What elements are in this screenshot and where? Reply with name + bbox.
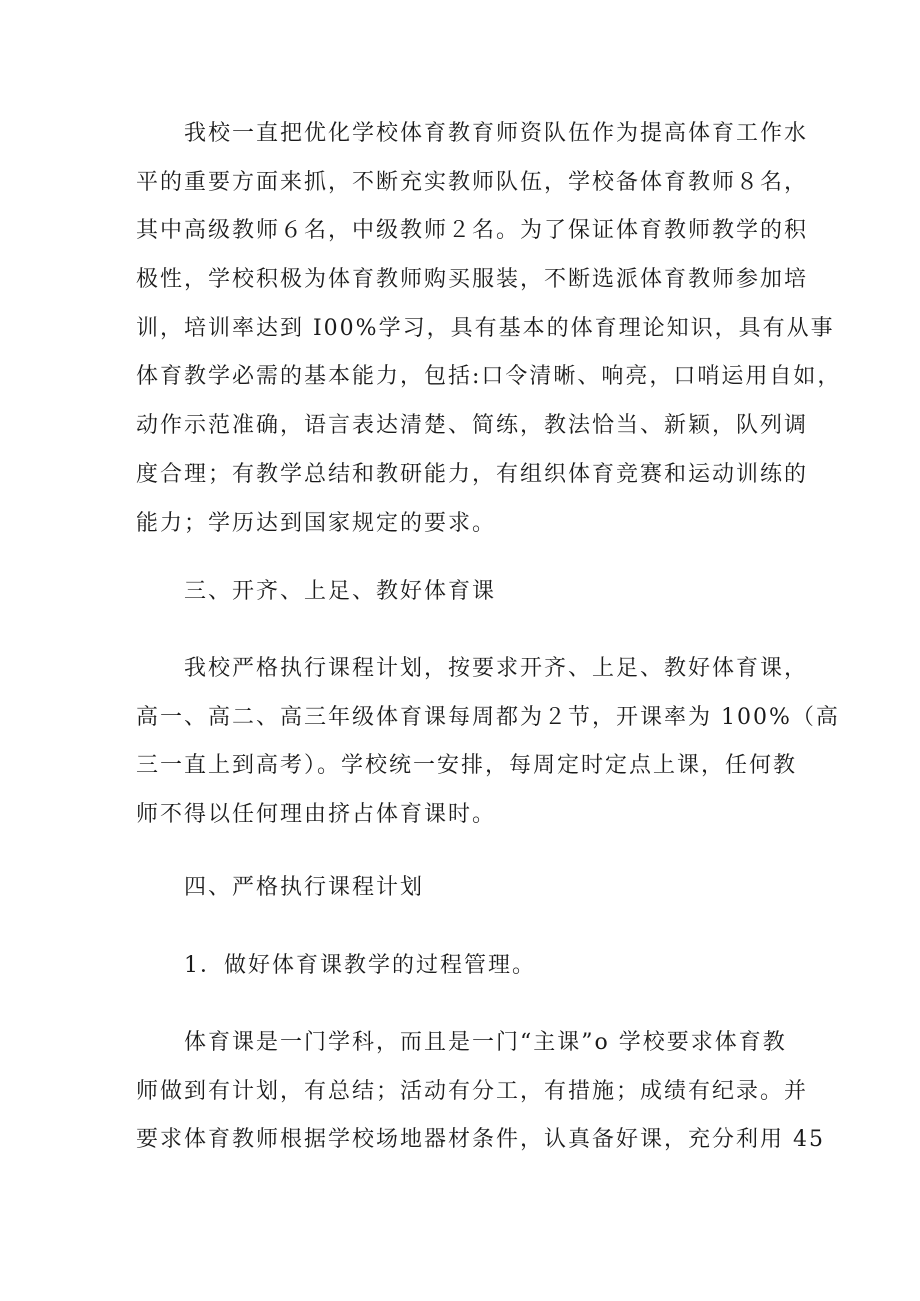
- text-line: 极性，学校积极为体育教师购买服装，不断选派体育教师参加培: [136, 267, 809, 293]
- numbered-item-one: [136, 942, 796, 991]
- heading-text: 四、严格执行课程计划: [184, 875, 425, 900]
- text-line: 度合理；有教学总结和教研能力，有组织体育竞赛和运动训练的: [136, 461, 809, 487]
- text-line: 高一、高二、高三年级体育课每周都为２节，开课率为 100%（高: [136, 704, 840, 730]
- paragraph-teachers: [136, 110, 842, 548]
- item-text: 1．做好体育课教学的过程管理。: [184, 953, 536, 978]
- text-line: 体育课是一门学科，而且是一门“主课”o 学校要求体育教: [184, 1030, 787, 1055]
- text-line: 动作示范准确，语言表达清楚、简练，教法恰当、新颖，队列调: [136, 413, 809, 439]
- text-line: 其中高级教师６名，中级教师２名。为了保证体育教师教学的积: [136, 218, 809, 244]
- text-line: 师不得以任何理由挤占体育课时。: [136, 802, 497, 828]
- text-line: 体育教学必需的基本能力，包括:口令清晰、响亮，口哨运用自如，: [136, 364, 842, 390]
- text-line: 平的重要方面来抓，不断充实教师队伍，学校备体育教师８名，: [136, 169, 809, 195]
- paragraph-process: [136, 1019, 825, 1165]
- text-line: 三一直上到高考）。学校统一安排，每周定时定点上课，任何教: [136, 753, 798, 779]
- heading-text: 三、开齐、上足、教好体育课: [184, 579, 497, 604]
- section-heading-three: [136, 568, 796, 617]
- text-line: 我校一直把优化学校体育教育师资队伍作为提高体育工作水: [184, 121, 809, 146]
- text-line: 训，培训率达到 I00%学习，具有基本的体育理论知识，具有从事: [136, 315, 835, 341]
- text-line: 师做到有计划，有总结；活动有分工，有措施；成绩有纪录。并: [136, 1078, 809, 1104]
- section-heading-four: [136, 864, 796, 913]
- paragraph-courses: [136, 645, 840, 840]
- text-line: 要求体育教师根据学校场地器材条件，认真备好课，充分利用 45: [136, 1127, 825, 1153]
- text-line: 能力；学历达到国家规定的要求。: [136, 510, 497, 536]
- text-line: 我校严格执行课程计划，按要求开齐、上足、教好体育课，: [184, 656, 809, 681]
